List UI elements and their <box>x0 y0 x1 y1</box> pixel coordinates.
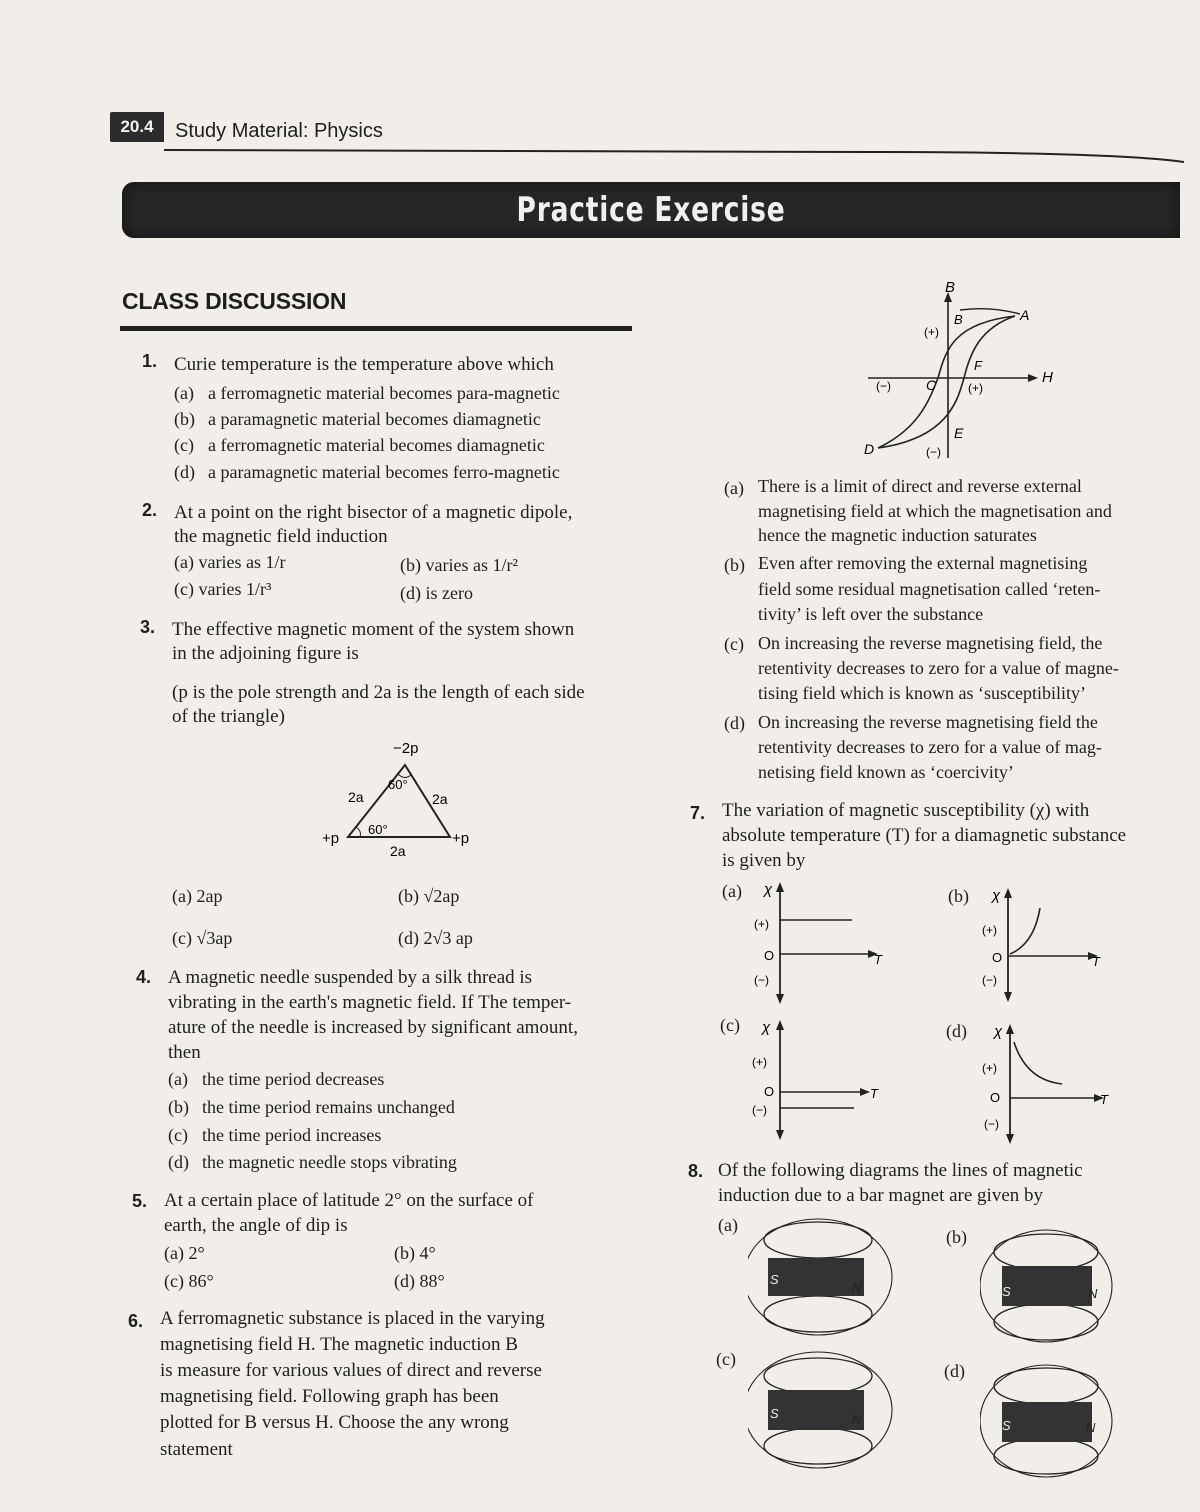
question-number: 5. <box>132 1191 148 1211</box>
axis-x-label: T <box>874 952 882 967</box>
option-text: field some residual magnetisation called ‘reten- <box>758 579 1101 599</box>
question-text: At a point on the right bisector of a magnetic dipole, <box>174 502 573 523</box>
label-left-pole: +p <box>322 830 340 847</box>
question-text: The effective magnetic moment of the system shown <box>172 619 575 640</box>
pole-N: N <box>1088 1286 1098 1301</box>
option-a: (a) 2ap <box>172 886 223 906</box>
option-text: retentivity decreases to zero for a value of magne- <box>758 658 1119 678</box>
label-D: D <box>864 441 875 457</box>
option-label: (b) <box>948 886 969 906</box>
question-text: absolute temperature (T) for a diamagnetic substance <box>722 825 1127 846</box>
axis-origin: O <box>992 950 1003 965</box>
option-text: a paramagnetic material becomes diamagnetic <box>208 409 541 429</box>
option-text: magnetising field at which the magnetisation and <box>758 501 1112 521</box>
option-label: (c) <box>716 1349 736 1369</box>
label-left-side: 2a <box>348 789 364 805</box>
label-E: E <box>954 425 964 441</box>
label-pos-x: (+) <box>968 381 983 395</box>
book-title: Study Material: Physics <box>175 120 383 142</box>
option-b: (b) 4° <box>394 1243 436 1263</box>
option-text: the magnetic needle stops vibrating <box>202 1152 457 1172</box>
axis-pos: (+) <box>982 1061 997 1075</box>
question-text: vibrating in the earth's magnetic field. If The temper- <box>168 992 572 1013</box>
label-H-axis: H <box>1042 369 1053 386</box>
axis-neg: (−) <box>984 1117 999 1131</box>
triangle-figure <box>310 735 510 865</box>
option-text: the time period increases <box>202 1125 382 1145</box>
option-label: (b) <box>724 555 745 575</box>
axis-x-label: T <box>1100 1092 1108 1107</box>
pole-N: N <box>852 1412 862 1427</box>
section-rule <box>120 326 632 331</box>
option-label: (c) <box>724 634 744 654</box>
axis-pos: (+) <box>982 923 997 937</box>
question-text: earth, the angle of dip is <box>164 1215 348 1236</box>
magnet-diagram-a <box>748 1212 898 1342</box>
question-text: is measure for various values of direct and reverse <box>160 1360 542 1381</box>
option-text: the time period remains unchanged <box>202 1097 455 1117</box>
option-label: (b) <box>946 1227 967 1247</box>
axis-y-label: χ <box>762 1019 771 1036</box>
option-label: (c) <box>174 435 194 455</box>
option-d: (d) 88° <box>394 1271 445 1291</box>
question-text: the magnetic field induction <box>174 526 388 547</box>
chi-graph-b <box>978 882 1108 1012</box>
hysteresis-figure <box>860 278 1060 463</box>
question-number: 6. <box>128 1311 144 1331</box>
label-F: F <box>974 358 982 373</box>
option-d: (d) is zero <box>400 583 473 603</box>
option-text: a paramagnetic material becomes ferro-magnetic <box>208 462 560 482</box>
question-text: ature of the needle is increased by significant amount, <box>168 1017 578 1038</box>
magnet-diagram-c <box>748 1346 898 1476</box>
option-label: (a) <box>174 383 194 403</box>
label-neg-y: (−) <box>926 445 941 459</box>
label-bottom-side: 2a <box>390 843 406 859</box>
question-number: 4. <box>136 967 152 987</box>
question-note: of the triangle) <box>172 706 285 727</box>
question-text: Of the following diagrams the lines of magnetic <box>718 1160 1083 1181</box>
question-text: then <box>168 1042 201 1063</box>
label-neg-x: (−) <box>876 379 891 393</box>
option-label: (d) <box>946 1021 967 1041</box>
axis-pos: (+) <box>752 1055 767 1069</box>
option-text: tising field which is known as ‘susceptibility’ <box>758 683 1086 703</box>
option-label: (b) <box>174 409 195 429</box>
axis-origin: O <box>764 1084 775 1099</box>
question-number: 8. <box>688 1161 704 1181</box>
option-c: (c) varies 1/r³ <box>174 579 272 599</box>
label-B-axis: B <box>945 279 956 296</box>
axis-neg: (−) <box>754 973 769 987</box>
option-label: (c) <box>168 1125 188 1145</box>
question-number: 1. <box>142 351 158 371</box>
question-text: Curie temperature is the temperature above which <box>174 354 554 375</box>
axis-pos: (+) <box>754 917 769 931</box>
option-text: the time period decreases <box>202 1069 385 1089</box>
option-label: (a) <box>168 1069 188 1089</box>
option-label: (d) <box>724 713 745 733</box>
question-text: induction due to a bar magnet are given by <box>718 1185 1044 1206</box>
page-number: 20.4 <box>110 112 164 142</box>
option-text: a ferromagnetic material becomes diamagnetic <box>208 435 545 455</box>
axis-origin: O <box>990 1090 1001 1105</box>
banner-title: Practice Exercise <box>516 190 786 230</box>
question-text: The variation of magnetic susceptibility (χ) with <box>722 800 1090 821</box>
question-text: magnetising field. Following graph has been <box>160 1386 499 1407</box>
label-A: A <box>1020 307 1030 323</box>
label-right-side: 2a <box>432 791 448 807</box>
chi-graph-c <box>750 1014 890 1144</box>
question-text: magnetising field H. The magnetic induction B <box>160 1334 518 1355</box>
option-text: Even after removing the external magnetising <box>758 553 1088 573</box>
option-text: On increasing the reverse magnetising field the <box>758 712 1098 732</box>
option-d: (d) 2√3 ap <box>398 928 473 948</box>
question-text: is given by <box>722 850 806 871</box>
magnet-diagram-d <box>980 1358 1120 1486</box>
option-text: a ferromagnetic material becomes para-magnetic <box>208 383 560 403</box>
option-a: (a) varies as 1/r <box>174 552 286 572</box>
option-label: (d) <box>944 1361 965 1381</box>
label-pos-y: (+) <box>924 325 939 339</box>
axis-y-label: χ <box>764 881 773 898</box>
pole-S: S <box>1002 1284 1011 1299</box>
label-top-pole: −2p <box>393 740 419 757</box>
question-text: A magnetic needle suspended by a silk thread is <box>168 967 533 988</box>
chi-graph-d <box>978 1018 1118 1148</box>
label-angle-left: 60° <box>368 822 388 837</box>
option-label: (d) <box>174 462 195 482</box>
label-right-pole: +p <box>452 830 470 847</box>
question-note: (p is the pole strength and 2a is the length of each side <box>172 682 585 703</box>
option-label: (d) <box>168 1152 189 1172</box>
question-number: 2. <box>142 500 158 520</box>
option-text: There is a limit of direct and reverse external <box>758 476 1082 496</box>
pole-S: S <box>770 1272 779 1287</box>
option-text: On increasing the reverse magnetising field, the <box>758 633 1103 653</box>
title-banner <box>122 182 1180 238</box>
question-text: A ferromagnetic substance is placed in the varying <box>160 1308 545 1329</box>
axis-neg: (−) <box>752 1103 767 1117</box>
question-text: At a certain place of latitude 2° on the surface of <box>164 1190 534 1211</box>
question-number: 7. <box>690 803 706 823</box>
option-label: (a) <box>722 881 742 901</box>
option-label: (a) <box>724 478 744 498</box>
chi-graph-a <box>750 876 890 1006</box>
option-a: (a) 2° <box>164 1243 205 1263</box>
axis-x-label: T <box>1092 954 1100 969</box>
option-c: (c) 86° <box>164 1271 214 1291</box>
option-b: (b) √2ap <box>398 886 460 906</box>
label-C: C <box>926 377 937 393</box>
question-text: statement <box>160 1439 233 1460</box>
option-text: netising field known as ‘coercivity’ <box>758 762 1014 782</box>
axis-y-label: χ <box>992 887 1001 904</box>
section-title: CLASS DISCUSSION <box>122 288 347 314</box>
question-text: in the adjoining figure is <box>172 643 359 664</box>
label-angle-top: 60° <box>388 777 408 792</box>
axis-origin: O <box>764 948 775 963</box>
pole-S: S <box>1002 1418 1011 1433</box>
header-rule <box>164 138 1194 168</box>
question-number: 3. <box>140 617 156 637</box>
axis-y-label: χ <box>994 1023 1003 1040</box>
option-text: tivity’ is left over the substance <box>758 604 984 624</box>
option-b: (b) varies as 1/r² <box>400 555 518 575</box>
option-text: hence the magnetic induction saturates <box>758 525 1037 545</box>
option-label: (a) <box>718 1215 738 1235</box>
pole-N: N <box>852 1280 862 1295</box>
magnet-diagram-b <box>980 1222 1120 1352</box>
option-c: (c) √3ap <box>172 928 233 948</box>
axis-x-label: T <box>870 1086 878 1101</box>
option-label: (b) <box>168 1097 189 1117</box>
pole-S: S <box>770 1406 779 1421</box>
question-text: plotted for B versus H. Choose the any wrong <box>160 1412 509 1433</box>
pole-N: N <box>1086 1420 1096 1435</box>
label-B-point: B <box>954 312 963 327</box>
axis-neg: (−) <box>982 973 997 987</box>
option-label: (c) <box>720 1015 740 1035</box>
option-text: retentivity decreases to zero for a value of mag- <box>758 737 1102 757</box>
